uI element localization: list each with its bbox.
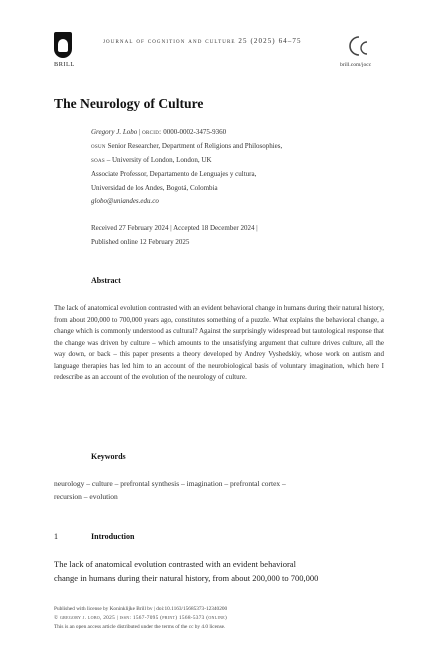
orcid-id[interactable]: 0000-0002-3475-9360 [163,128,227,136]
dates-line-2: Published online 12 February 2025 [91,238,190,246]
journal-running-head: journal of cognition and culture 25 (2025) 64–75 [103,37,302,45]
intro-line-2: change in humans during their natural history, from about 200,000 to 700,000 [54,573,319,583]
journal-cc-logo-icon [345,34,375,60]
footer-copyright-line: © gregory j. lobo, 2025 | issn: 1567-7095 (print) 1568-5373 (online) [54,615,228,621]
affiliation-line-2: soas – University of London, London, UK [91,156,212,164]
footer-license-line: Published with license by Koninklijke Brill bv | doi:10.1163/15685373-12340200 [54,606,228,612]
publisher-name: BRILL [54,61,75,68]
keywords-line-1: neurology – culture – prefrontal synthesis – imagination – prefrontal cortex – [54,479,286,488]
affiliation-line-4: Universidad de los Andes, Bogotá, Colombia [91,184,218,192]
author-name: Gregory J. Lobo [91,128,138,136]
dates-line-1: Received 27 February 2024 | Accepted 18 December 2024 | [91,224,258,232]
article-title: The Neurology of Culture [54,96,204,111]
section-number: 1 [54,532,58,541]
author-email[interactable]: globo@uniandes.edu.co [91,197,159,205]
intro-line-1: The lack of anatomical evolution contrasted with an evident behavioral [54,559,296,569]
journal-url: brill.com/jocc [340,62,372,68]
keywords-line-2: recursion – evolution [54,492,118,501]
abstract-text: The lack of anatomical evolution contrasted with an evident behavioral change in humans during their natural history, from about 200,000 to 700,000 years ago, constitutes something of a puzzle. What explains the behavioral change, a change which is commonly understood as cultural? Against the surprisingly widespread but tautological response that the change was driven by culture – which amounts to the unsatisfying argument that culture drives culture, all the way down, or back – this paper presents a theory developed by Andrey Vyshedskiy, whose work on autism and language therapies has led him to an account of the neurobiological basis of voluntary imagination, which here I redescribe as an account of the evolution of the neurology of culture. [54,304,384,381]
introduction-heading: Introduction [91,532,135,541]
footer-open-access-line: This is an open access article distributed under the terms of the cc by 4.0 license. [54,624,226,630]
keywords-heading: Keywords [91,452,126,461]
orcid-label: orcid: [142,128,162,136]
affiliation-line-1: osun Senior Researcher, Department of Religions and Philosophies, [91,142,283,150]
author-line: Gregory J. Lobo | orcid: 0000-0002-3475-9360 [91,128,227,136]
brill-logo-icon [54,32,72,58]
abstract-heading: Abstract [91,276,121,285]
affiliation-line-3: Associate Professor, Departamento de Lenguajes y cultura, [91,170,257,178]
